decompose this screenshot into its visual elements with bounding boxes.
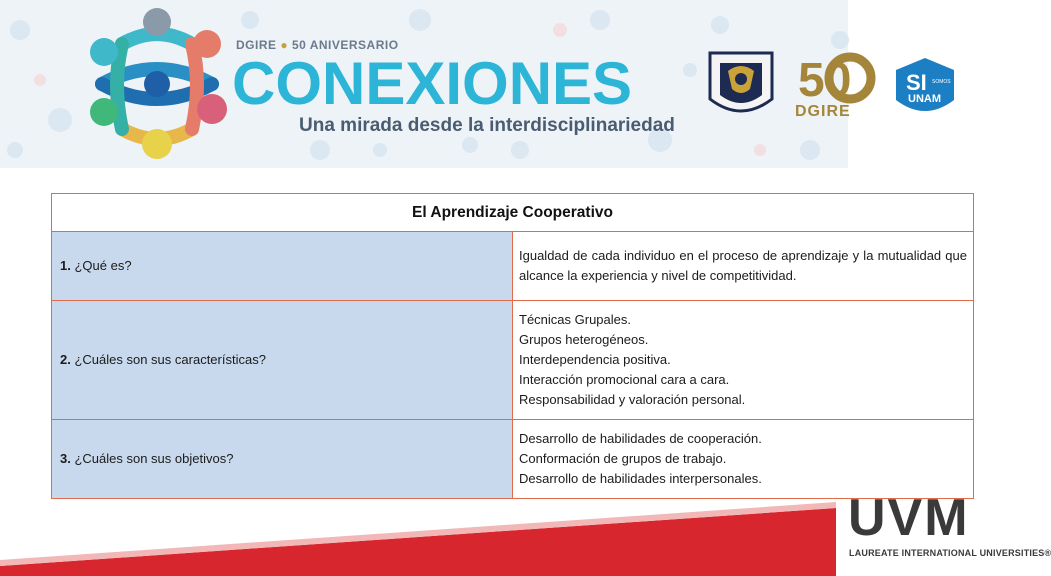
kicker-dgire: DGIRE: [236, 38, 277, 52]
question-number: 1.: [60, 258, 71, 273]
unam-seal-icon: [706, 49, 776, 123]
question-text: ¿Qué es?: [74, 258, 132, 273]
question-cell: [52, 232, 513, 301]
table-row: [52, 232, 974, 301]
answer-line: Desarrollo de habilidades interpersonales.: [519, 471, 762, 486]
answer-line: Interdependencia positiva.: [519, 352, 671, 367]
si-logo-small-text: SOMOS: [932, 79, 951, 85]
uvm-logo: UVM: [848, 489, 970, 547]
si-somos-unam-logo-icon: [892, 56, 958, 122]
question-number: 3.: [60, 451, 71, 466]
table-title: El Aprendizaje Cooperativo: [52, 194, 974, 232]
table-row: [52, 420, 974, 499]
banner: [0, 0, 951, 168]
si-logo-sub-text: UNAM: [908, 93, 941, 105]
table-row: [52, 301, 974, 420]
answer-line: Grupos heterogéneos.: [519, 332, 649, 347]
answer-line: Igualdad de cada individuo en el proceso de aprendizaje y la mutualidad que alcance la experiencia y nivel de competitividad.: [519, 248, 967, 283]
dgire-text: DGIRE: [795, 103, 851, 120]
dgire-50-emblem-icon: [796, 52, 874, 107]
uvm-subtitle: LAUREATE INTERNATIONAL UNIVERSITIES®: [849, 548, 1051, 558]
question-cell: [52, 420, 513, 499]
answer-line: Técnicas Grupales.: [519, 312, 631, 327]
answer-cell: [513, 232, 974, 301]
question-cell: [52, 301, 513, 420]
dgire-number-text: 50: [798, 54, 852, 107]
answer-line: Responsabilidad y valoración personal.: [519, 392, 746, 407]
answer-line: Conformación de grupos de trabajo.: [519, 451, 727, 466]
answer-line: Interacción promocional cara a cara.: [519, 372, 730, 387]
question-text: ¿Cuáles son sus objetivos?: [74, 451, 234, 466]
question-number: 2.: [60, 352, 71, 367]
cooperative-learning-table: [51, 193, 974, 499]
answer-cell: [513, 301, 974, 420]
banner-title: CONEXIONES: [232, 50, 633, 117]
question-text: ¿Cuáles son sus características?: [74, 352, 266, 367]
kicker-bullet: ●: [280, 38, 289, 52]
answer-cell: [513, 420, 974, 499]
kicker-anniversary: 50 ANIVERSARIO: [291, 38, 399, 52]
dgire-50-logo: [790, 52, 880, 124]
conexiones-logo-icon: [82, 4, 232, 164]
answer-line: Desarrollo de habilidades de cooperación.: [519, 431, 762, 446]
banner-tagline: Una mirada desde la interdisciplinariedad: [299, 115, 675, 136]
si-logo-main-text: SI: [906, 70, 927, 95]
